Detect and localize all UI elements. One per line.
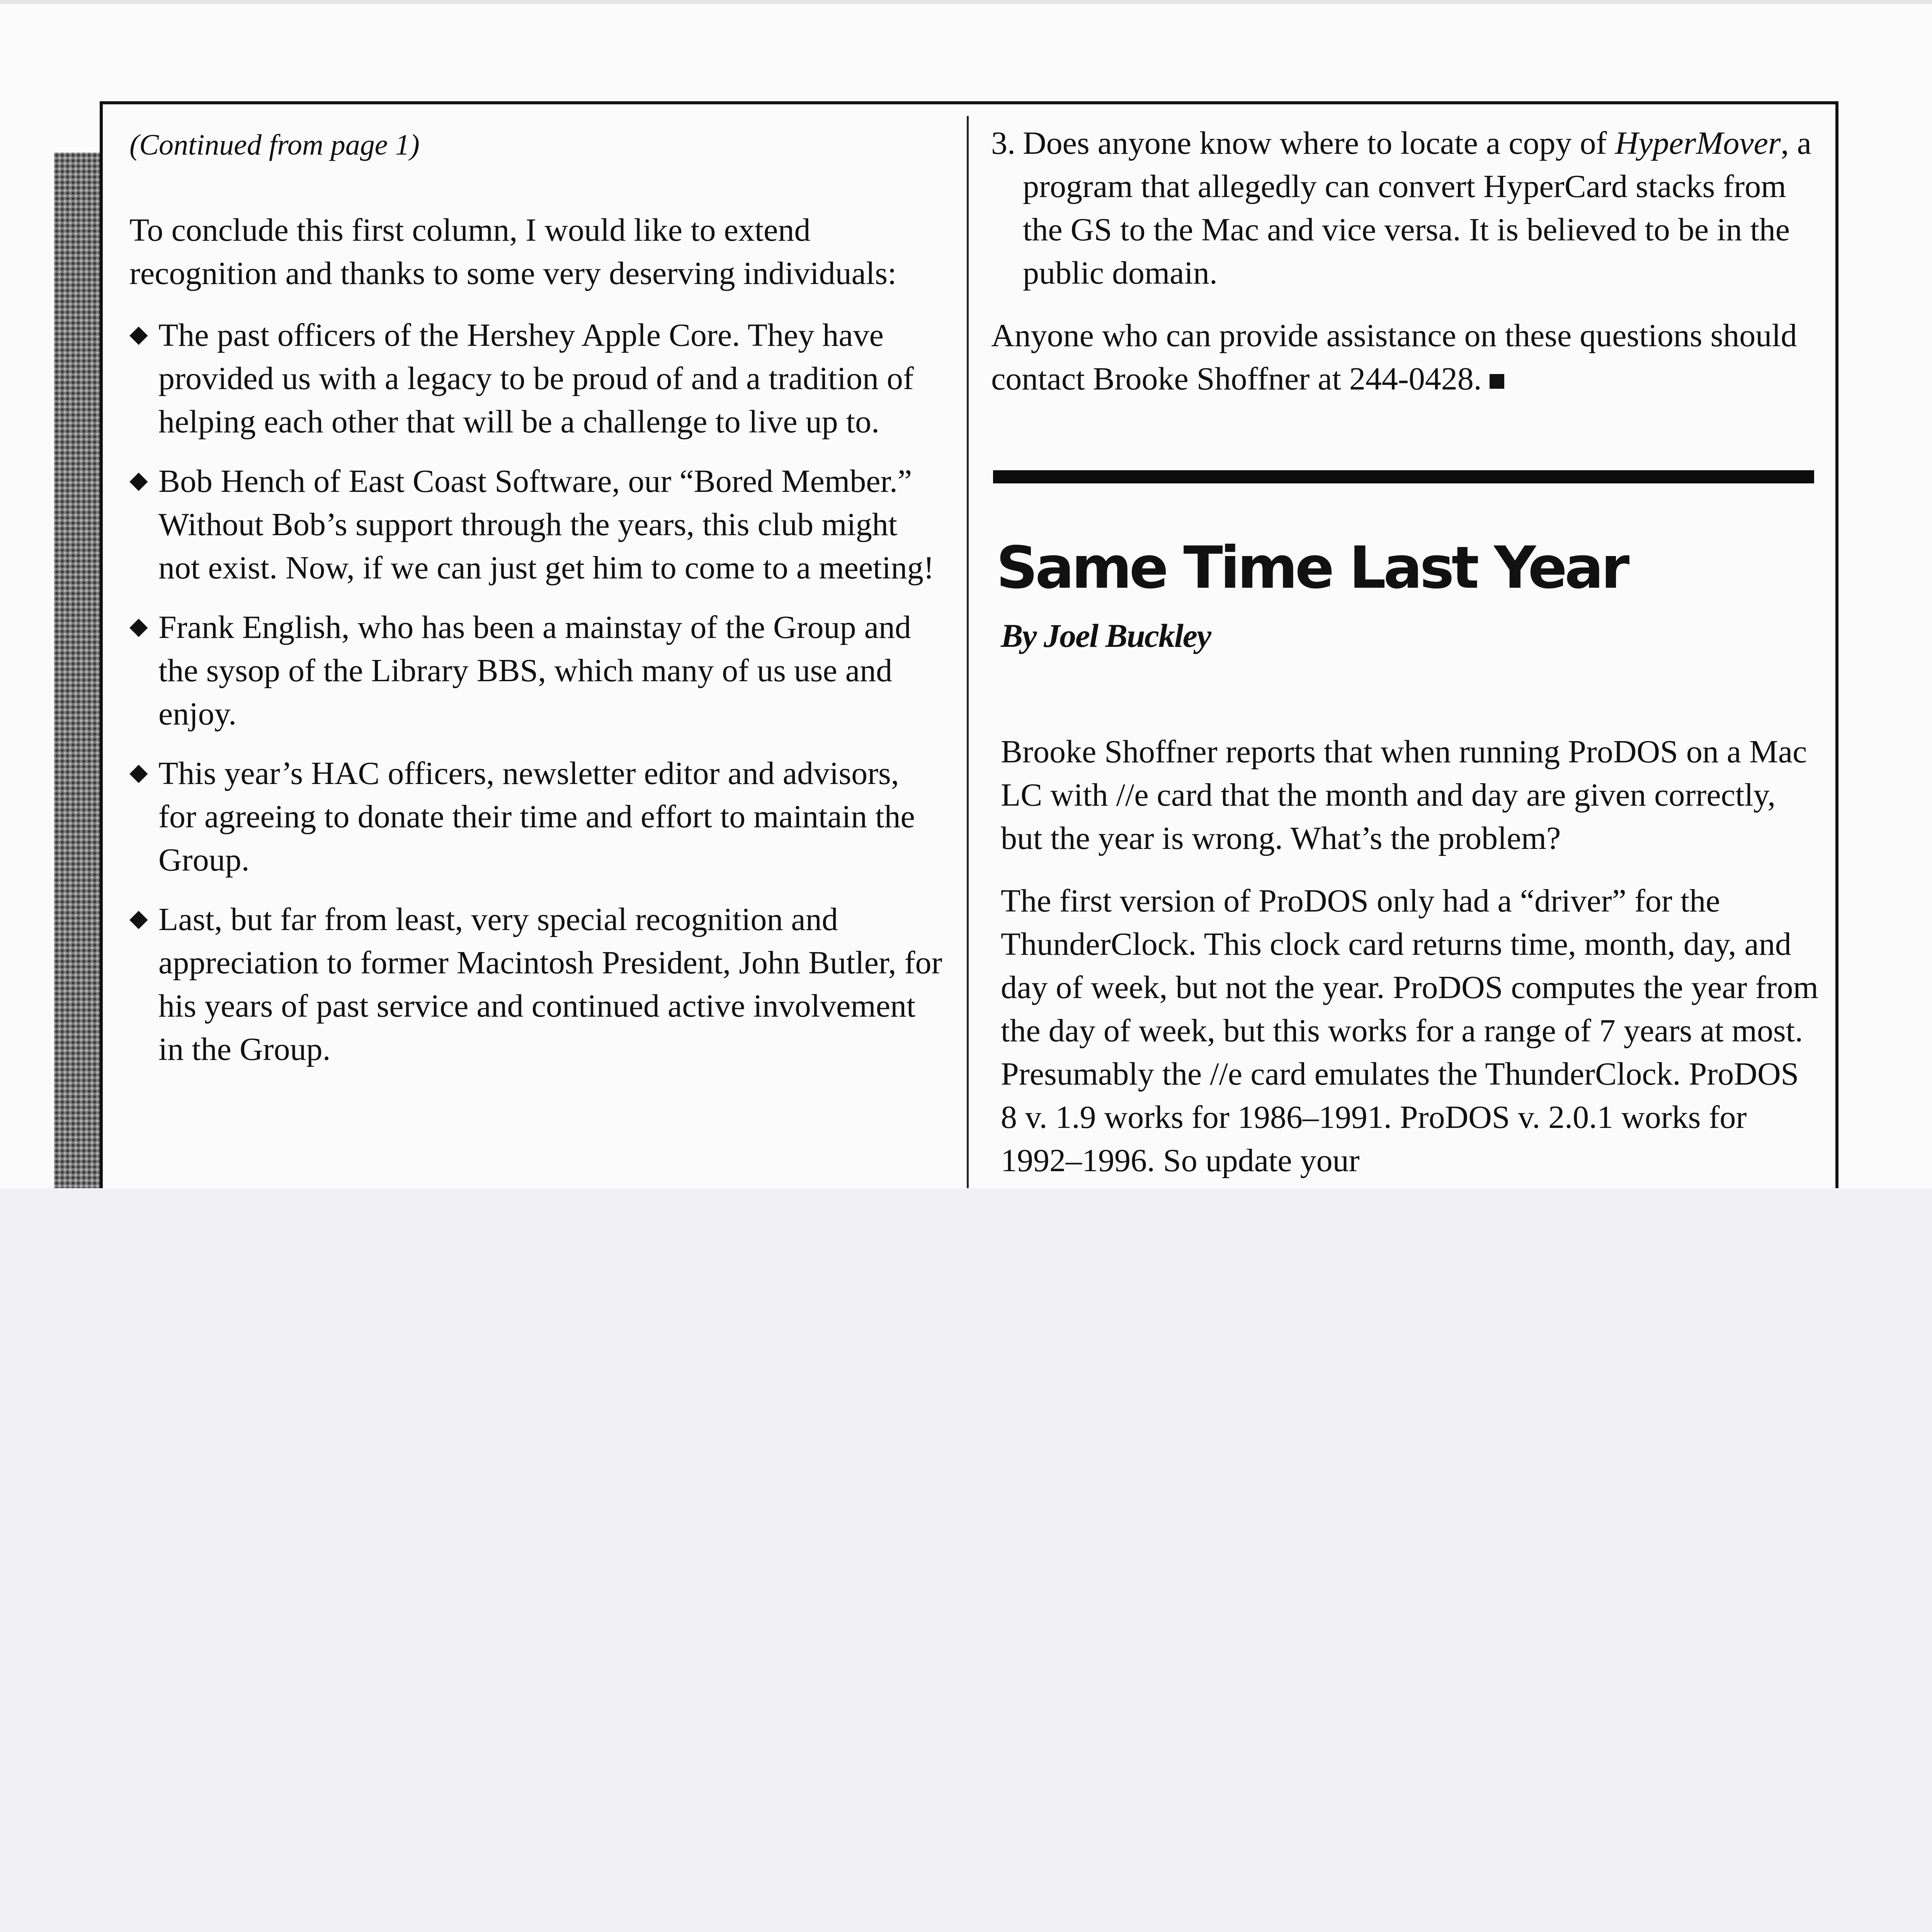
list-item xyxy=(129,460,945,590)
list-item xyxy=(129,314,945,444)
article-paragraph: The first version of ProDOS only had a “driver” for the ThunderClock. This clock card returns time, month, day, and day of week, but not the year. ProDOS computes the year from the day of week, but this works for a range of 7 years at most. Presumably the //e card emulates the ThunderClock. ProDOS 8 v. 1.9 works for 1986–1991. ProDOS v. 2.0.1 works for 1992–1996. So update your xyxy=(1001,883,1818,1179)
program-name: HyperMover xyxy=(1615,125,1781,161)
diamond-bullet-icon: ◆ xyxy=(129,904,148,932)
recognition-list xyxy=(129,314,945,1071)
article-body xyxy=(1001,730,1820,1188)
list-item-text: Bob Hench of East Coast Software, our “Bored Member.” Without Bob’s support through the years, this club might not exist. Now, if we can just get him to come to a meeting! xyxy=(158,463,934,586)
left-column xyxy=(129,128,945,1087)
question-number: 3. xyxy=(991,125,1015,161)
continued-note: (Continued from page 1) xyxy=(129,129,420,161)
column-divider xyxy=(967,116,969,1188)
section-rule xyxy=(993,470,1814,483)
article-paragraph: Brooke Shoffner reports that when running ProDOS on a Mac LC with //e card that the month and day are given correctly, but the year is wrong. What’s the problem? xyxy=(1001,734,1807,856)
article-byline: By Joel Buckley xyxy=(1001,617,1211,654)
diamond-bullet-icon: ◆ xyxy=(129,466,148,494)
intro-paragraph: To conclude this first column, I would like to extend recognition and thanks to some very deserving individuals: xyxy=(129,212,897,291)
list-item xyxy=(129,752,945,882)
shaded-margin-bar xyxy=(54,153,101,1188)
diamond-bullet-icon: ◆ xyxy=(129,320,148,348)
question-text-end: , a program that allegedly can convert HyperCard stacks from the GS to the Mac and vice versa. It is believed to be in the public domain. xyxy=(1023,125,1811,291)
diamond-bullet-icon: ◆ xyxy=(129,612,148,640)
list-item-text: This year’s HAC officers, newsletter editor and advisors, for agreeing to donate their time and effort to maintain the Group. xyxy=(158,755,915,878)
question-3 xyxy=(991,122,1818,295)
end-square-icon xyxy=(1490,374,1504,389)
list-item-text: Last, but far from least, very special recognition and appreciation to former Macintosh President, John Butler, for his years of past service and continued active involvement in the Group. xyxy=(158,901,942,1067)
list-item-text: The past officers of the Hershey Apple Core. They have provided us with a legacy to be proud of and a tradition of helping each other that will be a challenge to live up to. xyxy=(158,317,914,440)
assistance-paragraph xyxy=(991,314,1818,401)
list-item-text: Frank English, who has been a mainstay of the Group and the sysop of the Library BBS, which many of us use and enjoy. xyxy=(158,609,911,732)
assistance-text: Anyone who can provide assistance on these questions should contact Brooke Shoffner at 244-0428. xyxy=(991,318,1797,397)
diamond-bullet-icon: ◆ xyxy=(129,758,148,786)
right-column xyxy=(991,122,1818,401)
scan-top-edge xyxy=(0,0,1932,4)
question-text-start: Does anyone know where to locate a copy of xyxy=(1023,125,1615,161)
list-item xyxy=(129,606,945,736)
list-item xyxy=(129,898,945,1071)
article-title: Same Time Last Year xyxy=(996,534,1627,602)
